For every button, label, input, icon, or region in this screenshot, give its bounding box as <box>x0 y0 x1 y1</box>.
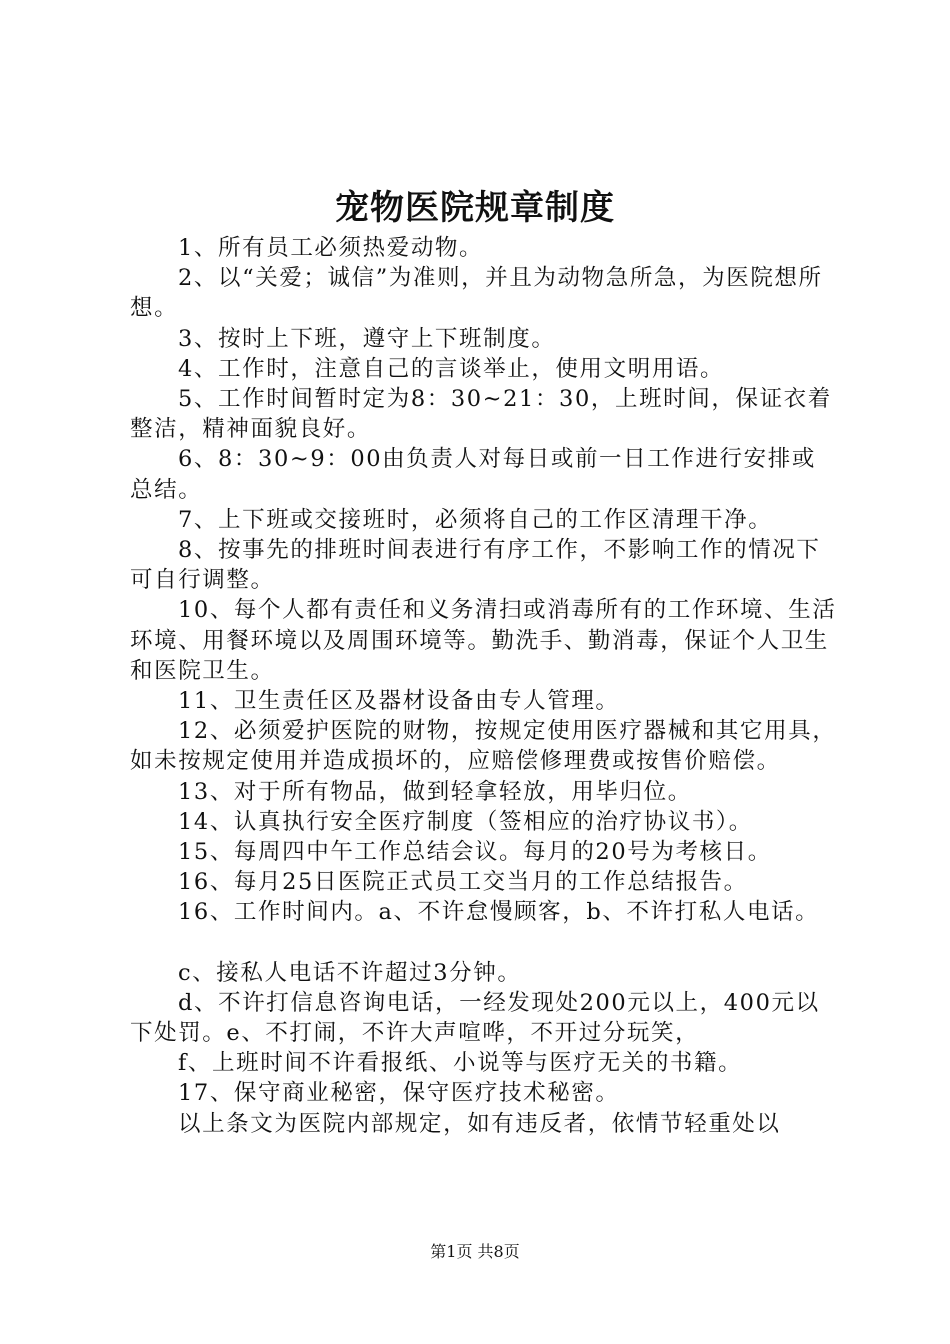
paragraph-gap <box>130 928 840 958</box>
document-body <box>130 233 840 1139</box>
paragraph: 14、认真执行安全医疗制度（签相应的治疗协议书）。 <box>178 808 753 835</box>
document-title: 宠物医院规章制度 <box>335 188 615 228</box>
paragraph: 16、工作时间内。a、不许怠慢顾客，b、不许打私人电话。 <box>178 899 820 926</box>
paragraph: f、上班时间不许看报纸、小说等与医疗无关的书籍。 <box>178 1050 743 1077</box>
paragraph: 3、按时上下班，遵守上下班制度。 <box>178 325 556 352</box>
paragraph: 以上条文为医院内部规定，如有违反者，依情节轻重处以 <box>178 1110 781 1137</box>
paragraph: 10、每个人都有责任和义务清扫或消毒所有的工作环境、生活环境、用餐环境以及周围环境等。勤洗手、勤消毒，保证个人卫生和医院卫生。 <box>130 597 837 684</box>
paragraph: d、不许打信息咨询电话，一经发现处200元以上，400元以下处罚。e、不打闹，不许大声喧哗，不开过分玩笑， <box>130 989 820 1047</box>
paragraph: 11、卫生责任区及器材设备由专人管理。 <box>178 688 620 715</box>
paragraph: 13、对于所有物品，做到轻拿轻放，用毕归位。 <box>178 778 692 805</box>
paragraph: 7、上下班或交接班时，必须将自己的工作区清理干净。 <box>178 506 773 533</box>
paragraph: 17、保守商业秘密，保守医疗技术秘密。 <box>178 1080 620 1107</box>
paragraph: 8、按事先的排班时间表进行有序工作，不影响工作的情况下可自行调整。 <box>130 537 821 594</box>
paragraph: 6、8：30~9：00由负责人对每日或前一日工作进行安排或总结。 <box>130 446 816 503</box>
paragraph: 2、以“关爱；诚信”为准则，并且为动物急所急，为医院想所想。 <box>130 265 823 322</box>
paragraph: 5、工作时间暂时定为8：30~21：30，上班时间，保证衣着整洁，精神面貌良好。 <box>130 386 832 443</box>
page-number-footer: 第1页 共8页 <box>430 1242 520 1261</box>
paragraph: 16、每月25日医院正式员工交当月的工作总结报告。 <box>178 869 748 896</box>
paragraph: 12、必须爱护医院的财物，按规定使用医疗器械和其它用具，如未按规定使用并造成损坏的，应赔偿修理费或按售价赔偿。 <box>130 718 837 775</box>
paragraph: 15、每周四中午工作总结会议。每月的20号为考核日。 <box>178 839 772 866</box>
paragraph: 4、工作时，注意自己的言谈举止，使用文明用语。 <box>178 355 725 382</box>
paragraph: 1、所有员工必须热爱动物。 <box>178 235 484 261</box>
paragraph: c、接私人电话不许超过3分钟。 <box>178 959 522 986</box>
